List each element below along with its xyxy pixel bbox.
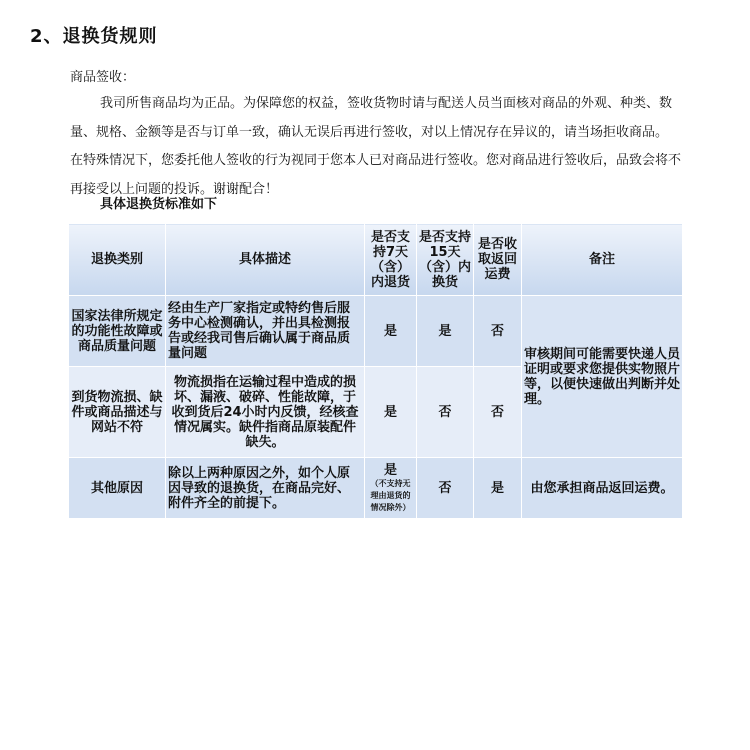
standards-heading: 具体退换货标准如下 (100, 197, 218, 212)
cell-exchange-15: 是 (417, 296, 474, 367)
header-description: 具体描述 (166, 224, 365, 296)
table-header-row (69, 224, 683, 296)
header-remark: 备注 (522, 224, 683, 296)
cell-return-7 (365, 458, 417, 519)
cell-description: 除以上两种原因之外，如个人原因导致的退换货，在商品完好、附件齐全的前提下。 (166, 458, 365, 519)
cell-exchange-15: 否 (417, 367, 474, 458)
header-exchange-15-days: 是否支持15天（含）内换货 (417, 224, 474, 296)
goods-receipt-label: 商品签收： (70, 70, 136, 85)
header-return-fee: 是否收取返回运费 (474, 224, 522, 296)
section-heading: 2、退换货规则 (30, 26, 158, 47)
cell-category: 到货物流损、缺件或商品描述与网站不符 (69, 367, 166, 458)
cell-return-7: 是 (365, 296, 417, 367)
receipt-paragraph: 我司所售商品均为正品。为保障您的权益，签收货物时请与配送人员当面核对商品的外观、种类、数量、规格、金额等是否与订单一致，确认无误后再进行签收，对以上情况存在异议的，请当场拒收商品。 在特殊情况下，您委托他人签收的行为视同于您本人已对商品进行签收。您对商品进行签收后，品致会将不再接受以上问题的投诉。谢谢配合！ (70, 96, 682, 197)
cell-description: 经由生产厂家指定或特约售后服务中心检测确认，并出具检测报告或经我司售后确认属于商品质量问题 (166, 296, 365, 367)
cell-exchange-15: 否 (417, 458, 474, 519)
cell-category: 国家法律所规定的功能性故障或商品质量问题 (69, 296, 166, 367)
cell-merged-remark: 审核期间可能需要快递人员证明或要求您提供实物照片等，以便快速做出判断并处理。 (522, 296, 683, 458)
cell-return-7-note: （不支持无理由退货的情况除外） (370, 478, 411, 512)
return-rules-table (68, 223, 683, 519)
cell-description: 物流损指在运输过程中造成的损坏、漏液、破碎、性能故障，于收到货后24小时内反馈，经核查情况属实。缺件指商品原装配件缺失。 (166, 367, 365, 458)
cell-fee: 否 (474, 367, 522, 458)
cell-category: 其他原因 (69, 458, 166, 519)
cell-return-7: 是 (365, 367, 417, 458)
cell-fee: 是 (474, 458, 522, 519)
header-return-7-days: 是否支持7天（含）内退货 (365, 224, 417, 296)
table-row (69, 296, 683, 367)
cell-fee: 否 (474, 296, 522, 367)
cell-return-7-value: 是 (383, 462, 397, 478)
cell-remark: 由您承担商品返回运费。 (522, 458, 683, 519)
table-row (69, 458, 683, 519)
header-category: 退换类别 (69, 224, 166, 296)
